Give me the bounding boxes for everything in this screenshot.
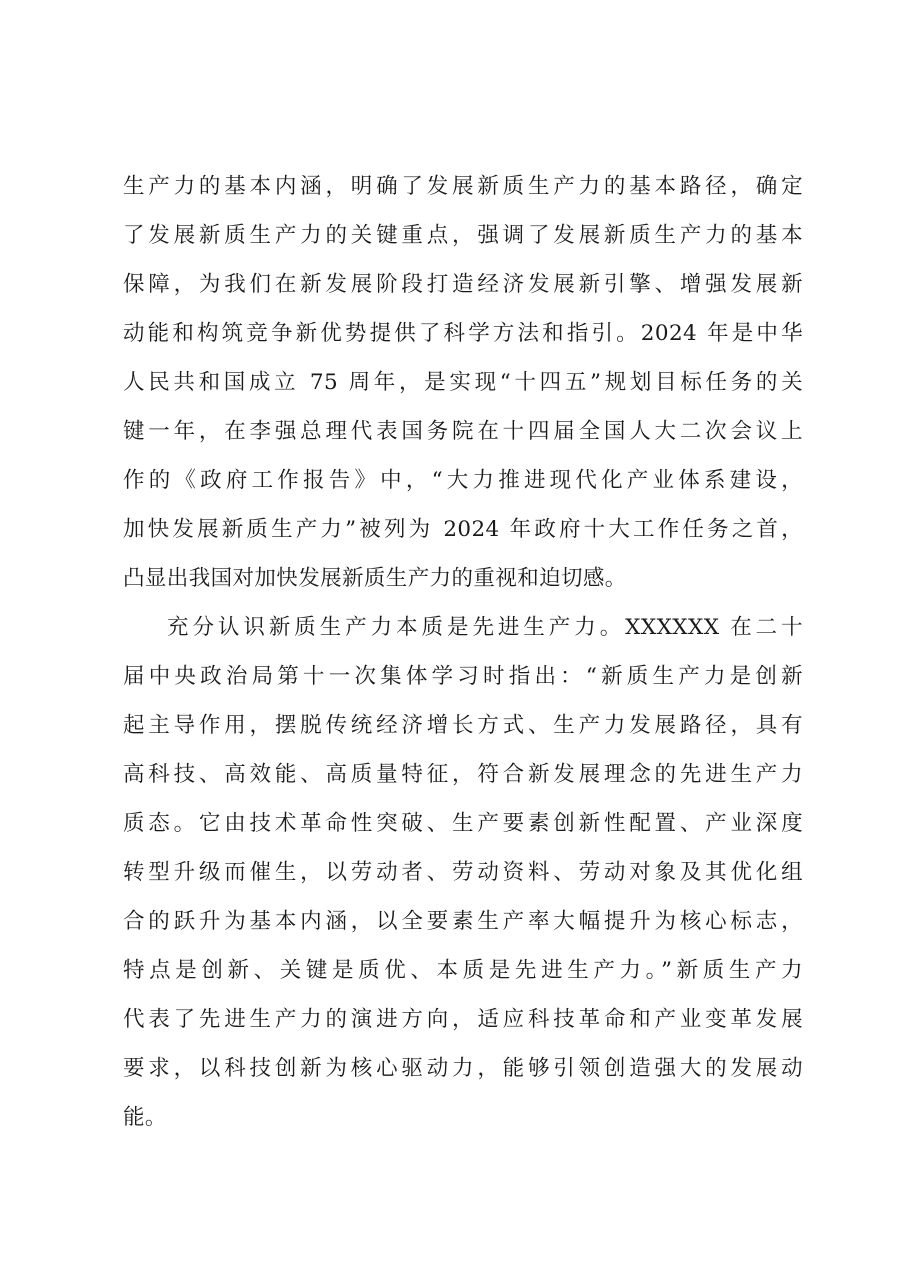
text-line: 能。 bbox=[123, 1105, 167, 1130]
text-line: 保障，为我们在新发展阶段打造经济发展新引擎、增强发展新 bbox=[123, 272, 803, 297]
text-line: 作的《政府工作报告》中，“大力推进现代化产业体系建设， bbox=[123, 468, 803, 493]
text-line: 起主导作用，摆脱传统经济增长方式、生产力发展路径，具有 bbox=[123, 713, 803, 738]
document-body bbox=[123, 162, 803, 1142]
text-line: 生产力的基本内涵，明确了发展新质生产力的基本路径，确定 bbox=[123, 174, 803, 199]
text-line: 充分认识新质生产力本质是先进生产力。XXXXXX 在二十 bbox=[167, 615, 803, 640]
text-line: 代表了先进生产力的演进方向，适应科技革命和产业变革发展 bbox=[123, 1007, 803, 1032]
text-line: 合的跃升为基本内涵，以全要素生产率大幅提升为核心标志， bbox=[123, 909, 803, 934]
text-line: 转型升级而催生，以劳动者、劳动资料、劳动对象及其优化组 bbox=[123, 860, 803, 885]
text-line: 届中央政治局第十一次集体学习时指出：“新质生产力是创新 bbox=[123, 664, 803, 689]
text-line: 动能和构筑竞争新优势提供了科学方法和指引。2024 年是中华 bbox=[123, 321, 803, 346]
text-line: 人民共和国成立 75 周年，是实现“十四五”规划目标任务的关 bbox=[123, 370, 803, 395]
text-line: 加快发展新质生产力”被列为 2024 年政府十大工作任务之首， bbox=[123, 517, 803, 542]
text-line: 键一年，在李强总理代表国务院在十四届全国人大二次会议上 bbox=[123, 419, 803, 444]
text-line: 高科技、高效能、高质量特征，符合新发展理念的先进生产力 bbox=[123, 762, 803, 787]
text-line: 质态。它由技术革命性突破、生产要素创新性配置、产业深度 bbox=[123, 811, 803, 836]
text-line: 了发展新质生产力的关键重点，强调了发展新质生产力的基本 bbox=[123, 223, 803, 248]
paragraph-1 bbox=[123, 162, 803, 603]
text-line: 特点是创新、关键是质优、本质是先进生产力。”新质生产力 bbox=[123, 958, 803, 983]
text-line: 凸显出我国对加快发展新质生产力的重视和迫切感。 bbox=[123, 566, 627, 591]
text-line: 要求，以科技创新为核心驱动力，能够引领创造强大的发展动 bbox=[123, 1056, 803, 1081]
paragraph-2 bbox=[123, 603, 803, 1142]
